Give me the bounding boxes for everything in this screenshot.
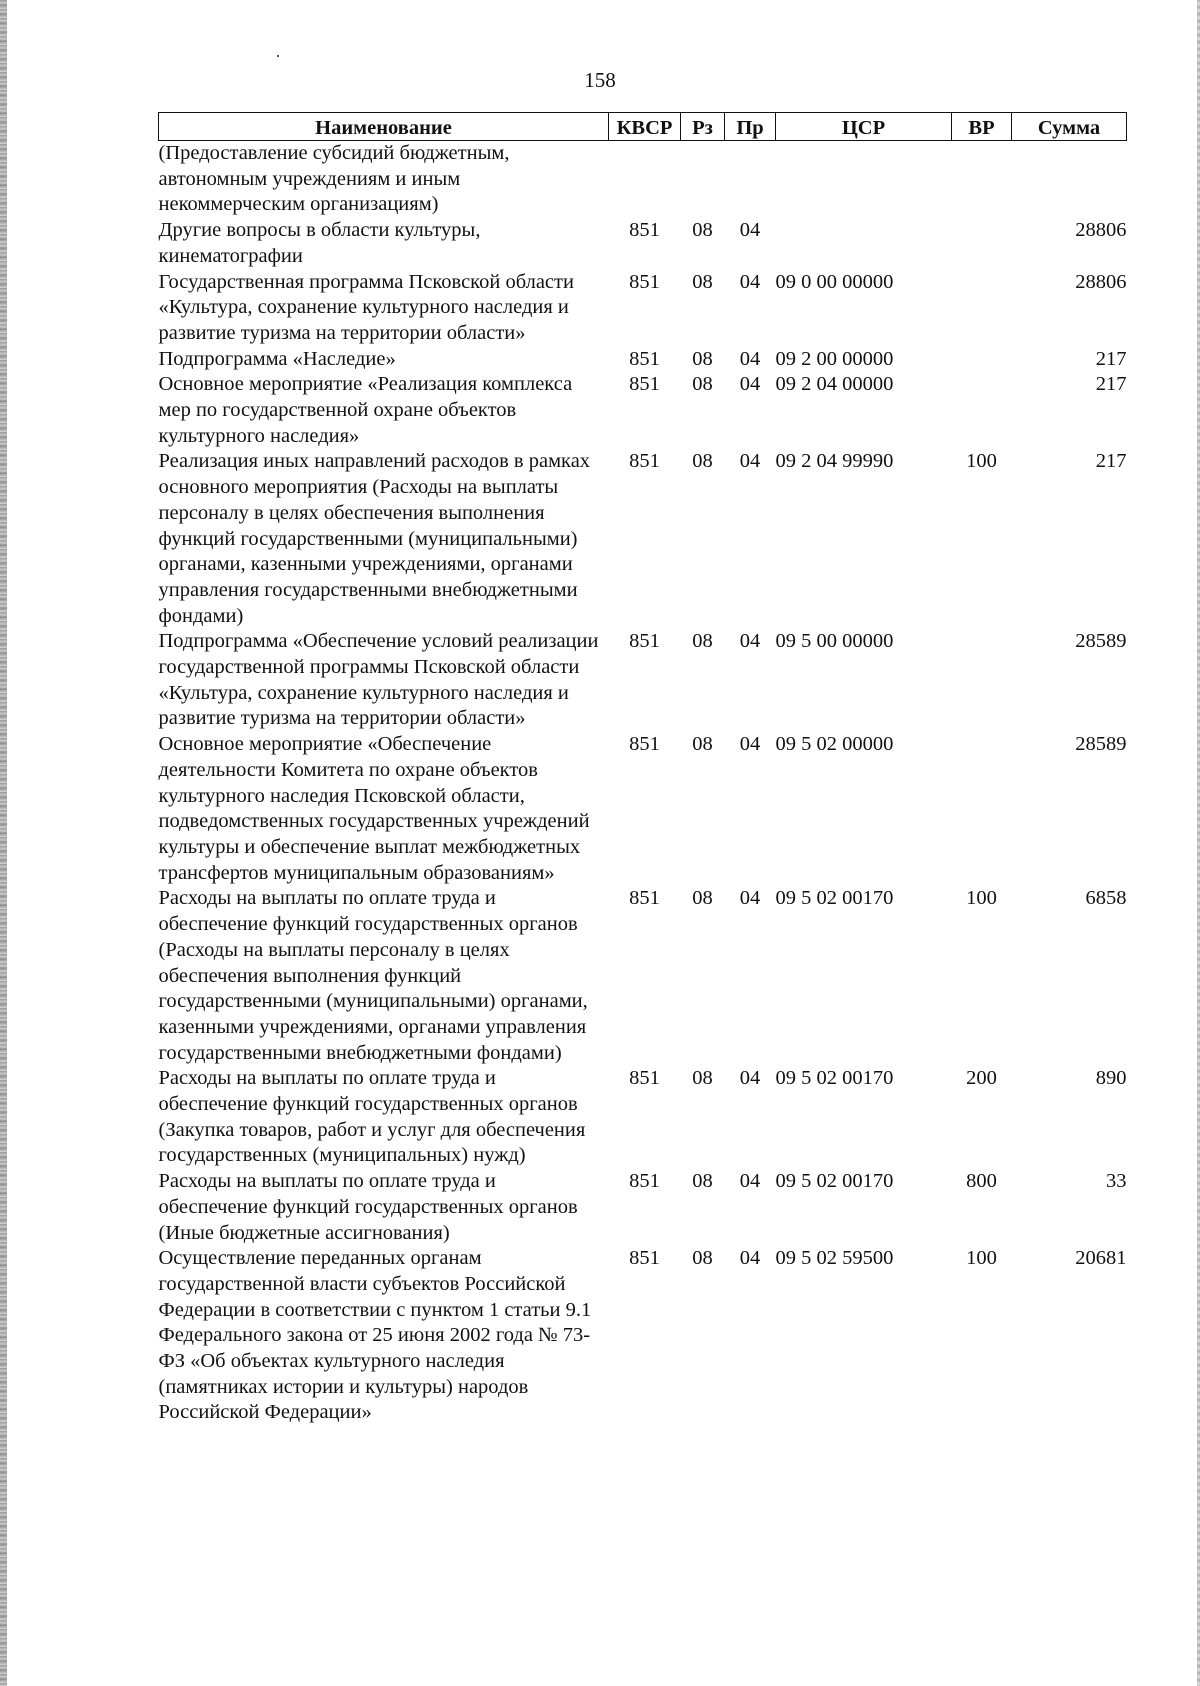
row-kvsr: 851: [629, 347, 660, 370]
row-sum: 217: [1095, 373, 1127, 396]
row-sum: 28806: [1075, 270, 1127, 293]
row-rz: 08: [692, 1067, 713, 1090]
header-vr: ВР: [952, 113, 1012, 141]
row-vr: [952, 372, 1012, 449]
row-rz: 08: [692, 1170, 713, 1193]
budget-table: [158, 112, 1127, 1426]
table-row: [159, 347, 1127, 373]
table-row: [159, 732, 1127, 886]
row-kvsr: 851: [629, 1067, 660, 1090]
row-vr: [952, 347, 1012, 373]
table-row: [159, 1246, 1127, 1426]
row-name: Государственная программа Псковской области «Культура, сохранение культурного наследия и развитие туризма на территории области»: [158, 270, 574, 344]
row-pr: 04: [739, 347, 761, 370]
row-name: Подпрограмма «Обеспечение условий реализации государственной программы Псковской области «Культура, сохранение культурного наследия и развитие туризма на территории области»: [158, 630, 599, 730]
row-pr: [725, 141, 776, 219]
row-name: Подпрограмма «Наследие»: [158, 347, 396, 370]
scan-speck: [277, 55, 279, 57]
row-sum: 20681: [1075, 1247, 1127, 1270]
row-csr: 09 5 00 00000: [775, 630, 894, 653]
row-sum: [1012, 141, 1127, 219]
header-kvsr: КВСР: [609, 113, 681, 141]
table-row: [159, 886, 1127, 1066]
row-kvsr: 851: [629, 1170, 660, 1193]
row-rz: [681, 141, 725, 219]
row-csr: 09 2 00 00000: [775, 347, 894, 370]
table-row: [159, 372, 1127, 449]
row-name: Расходы на выплаты по оплате труда и обеспечение функций государственных органов (Расходы на выплаты персоналу в целях обеспечения выполнения функций государственными (муниципальными) органами, казенными учреждениями, органами управления государственными внебюджетными фондами): [158, 887, 588, 1064]
row-csr: 09 2 04 00000: [775, 373, 894, 396]
row-pr: 04: [739, 450, 761, 473]
table-row: [159, 449, 1127, 629]
row-pr: 04: [739, 887, 761, 910]
row-name: Основное мероприятие «Реализация комплекса мер по государственной охране объектов культурного наследия»: [158, 373, 573, 447]
row-csr: 09 5 02 00170: [775, 1170, 894, 1193]
table-row: [159, 1169, 1127, 1246]
row-vr: 100: [966, 450, 997, 473]
row-rz: 08: [692, 733, 713, 756]
row-name: Реализация иных направлений расходов в рамках основного мероприятия (Расходы на выплаты персоналу в целях обеспечения выполнения функций государственными (муниципальными) органами, казенными учреждениями, органами управления государственными внебюджетными фондами): [158, 450, 591, 627]
row-rz: 08: [692, 347, 713, 370]
row-kvsr: 851: [629, 1247, 660, 1270]
row-vr: 100: [966, 887, 997, 910]
row-sum: 28589: [1075, 630, 1127, 653]
row-vr: [952, 732, 1012, 886]
row-csr: 09 5 02 00170: [775, 887, 894, 910]
row-pr: 04: [739, 1067, 761, 1090]
row-pr: 04: [739, 1170, 761, 1193]
row-vr: [952, 270, 1012, 347]
row-csr: 09 2 04 99990: [775, 450, 894, 473]
row-sum: 28589: [1075, 733, 1127, 756]
row-vr: 200: [966, 1067, 997, 1090]
header-csr: ЦСР: [776, 113, 952, 141]
row-vr: [952, 629, 1012, 732]
row-sum: 890: [1095, 1067, 1127, 1090]
row-csr: 09 5 02 00170: [775, 1067, 894, 1090]
header-sum: Сумма: [1012, 113, 1127, 141]
row-kvsr: 851: [629, 270, 660, 293]
page-number: 158: [584, 68, 616, 92]
row-csr: 09 5 02 00000: [775, 733, 894, 756]
row-name: Основное мероприятие «Обеспечение деятельности Комитета по охране объектов культурного наследия Псковской области, подведомственных государственных учреждений культуры и обеспечение выплат межбюджетных трансфертов муниципальным образованиям»: [158, 733, 590, 884]
row-pr: 04: [739, 630, 761, 653]
row-rz: 08: [692, 270, 713, 293]
row-rz: 08: [692, 373, 713, 396]
table-row: [159, 629, 1127, 732]
row-name: Другие вопросы в области культуры, кинематографии: [158, 219, 481, 267]
row-vr: 800: [966, 1170, 997, 1193]
row-kvsr: 851: [629, 887, 660, 910]
header-name: Наименование: [159, 113, 609, 141]
header-pr: Пр: [725, 113, 776, 141]
row-pr: 04: [739, 733, 761, 756]
row-sum: 28806: [1075, 219, 1127, 242]
row-vr: [952, 141, 1012, 219]
row-csr: 09 5 02 59500: [775, 1247, 894, 1270]
row-name: Расходы на выплаты по оплате труда и обеспечение функций государственных органов (Закупка товаров, работ и услуг для обеспечения государственных (муниципальных) нужд): [158, 1067, 586, 1167]
row-sum: 33: [1106, 1170, 1127, 1193]
row-csr: 09 0 00 00000: [775, 270, 894, 293]
row-kvsr: [609, 141, 681, 219]
row-sum: 217: [1095, 450, 1127, 473]
table-row: [159, 1066, 1127, 1169]
row-sum: 6858: [1085, 887, 1127, 910]
row-name: (Предоставление субсидий бюджетным, автономным учреждениям и иным некоммерческим организациям): [158, 142, 510, 216]
row-vr: [952, 218, 1012, 269]
row-name: Расходы на выплаты по оплате труда и обеспечение функций государственных органов (Иные бюджетные ассигнования): [158, 1170, 578, 1244]
row-vr: 100: [966, 1247, 997, 1270]
row-rz: 08: [692, 219, 713, 242]
row-kvsr: 851: [629, 630, 660, 653]
row-pr: 04: [739, 1247, 761, 1270]
row-kvsr: 851: [629, 373, 660, 396]
row-rz: 08: [692, 450, 713, 473]
row-pr: 04: [739, 373, 761, 396]
table-row: [159, 270, 1127, 347]
table-header-row: [159, 113, 1127, 141]
row-sum: 217: [1095, 347, 1127, 370]
row-kvsr: 851: [629, 219, 660, 242]
row-csr: [776, 141, 952, 219]
row-rz: 08: [692, 1247, 713, 1270]
row-name: Осуществление переданных органам государственной власти субъектов Российской Федерации в соответствии с пунктом 1 статьи 9.1 Федерального закона от 25 июня 2002 года № 73-ФЗ «Об объектах культурного наследия (памятниках истории и культуры) народов Российской Федерации»: [158, 1247, 592, 1424]
row-kvsr: 851: [629, 450, 660, 473]
row-rz: 08: [692, 630, 713, 653]
table-row: [159, 141, 1127, 219]
scan-edge-left: [0, 0, 7, 1686]
row-kvsr: 851: [629, 733, 660, 756]
row-pr: 04: [739, 219, 761, 242]
row-csr: [776, 218, 952, 269]
row-pr: 04: [739, 270, 761, 293]
row-rz: 08: [692, 887, 713, 910]
header-rz: Рз: [681, 113, 725, 141]
table-row: [159, 218, 1127, 269]
